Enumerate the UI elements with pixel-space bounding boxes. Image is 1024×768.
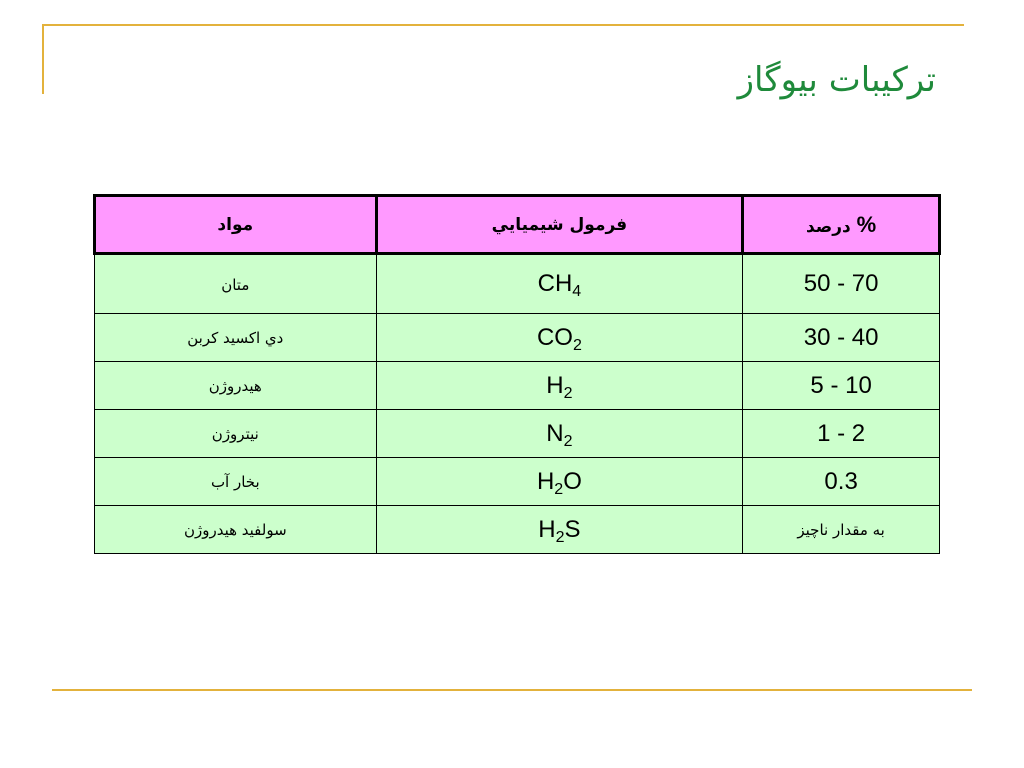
percent-cell	[743, 458, 940, 506]
frame-line-top	[42, 24, 964, 26]
formula-subscript: 4	[572, 283, 582, 300]
chemical-formula	[536, 467, 582, 498]
material-name: بخار آب	[210, 473, 260, 491]
header-material: مواد	[95, 196, 377, 254]
percent-cell	[743, 314, 940, 362]
material-cell	[95, 254, 377, 314]
chemical-formula	[546, 419, 573, 450]
table-row	[95, 410, 940, 458]
formula-base: H	[538, 515, 556, 543]
material-cell	[95, 362, 377, 410]
formula-base: CH	[537, 270, 573, 297]
percent-cell	[743, 254, 940, 314]
material-cell	[95, 314, 377, 362]
percent-value: 50 - 70	[803, 270, 879, 297]
chemical-formula	[536, 323, 582, 354]
formula-tail: S	[564, 515, 581, 543]
formula-base: CO	[536, 323, 573, 351]
header-percent-label: درصد	[805, 216, 851, 237]
formula-cell	[376, 410, 743, 458]
header-percent	[743, 196, 940, 254]
biogas-composition-table	[93, 194, 941, 554]
material-cell	[95, 506, 377, 554]
formula-cell	[376, 362, 743, 410]
formula-cell	[376, 314, 743, 362]
material-name: هيدروژن	[208, 377, 262, 395]
percent-value: 1 - 2	[817, 419, 866, 447]
formula-cell	[376, 458, 743, 506]
header-percent-symbol: %	[856, 211, 877, 237]
slide-title: تركيبات بيوگاز	[737, 60, 936, 100]
percent-value: 30 - 40	[803, 323, 879, 351]
material-name: نيتروژن	[211, 425, 259, 443]
formula-tail: O	[563, 467, 582, 495]
formula-subscript: 2	[554, 480, 564, 498]
formula-base: H	[546, 371, 564, 399]
table-row	[95, 362, 940, 410]
material-cell	[95, 410, 377, 458]
formula-subscript: 2	[563, 432, 573, 450]
table-row	[95, 254, 940, 314]
formula-subscript: 2	[555, 528, 565, 546]
chemical-formula	[546, 371, 573, 402]
table-row	[95, 458, 940, 506]
formula-cell	[376, 506, 743, 554]
material-name: سولفيد هيدروژن	[183, 521, 287, 539]
table-row	[95, 506, 940, 554]
chemical-formula	[537, 270, 582, 300]
percent-value: به مقدار ناچيز	[797, 521, 885, 539]
formula-subscript: 2	[563, 384, 573, 402]
frame-line-bottom	[52, 689, 972, 691]
table-row	[95, 314, 940, 362]
formula-base: N	[546, 419, 564, 447]
header-formula: فرمول شيميايي	[376, 196, 743, 254]
frame-line-left	[42, 24, 44, 94]
table-header-row	[95, 196, 940, 254]
material-cell	[95, 458, 377, 506]
chemical-formula	[538, 515, 581, 546]
percent-cell	[743, 506, 940, 554]
percent-value: 5 - 10	[810, 371, 872, 399]
formula-base: H	[536, 467, 555, 495]
material-name: دي اكسيد كربن	[187, 329, 284, 347]
formula-cell	[376, 254, 743, 314]
material-name: متان	[221, 275, 250, 294]
percent-value: 0.3	[824, 467, 858, 495]
percent-cell	[743, 362, 940, 410]
percent-cell	[743, 410, 940, 458]
formula-subscript: 2	[572, 336, 582, 354]
